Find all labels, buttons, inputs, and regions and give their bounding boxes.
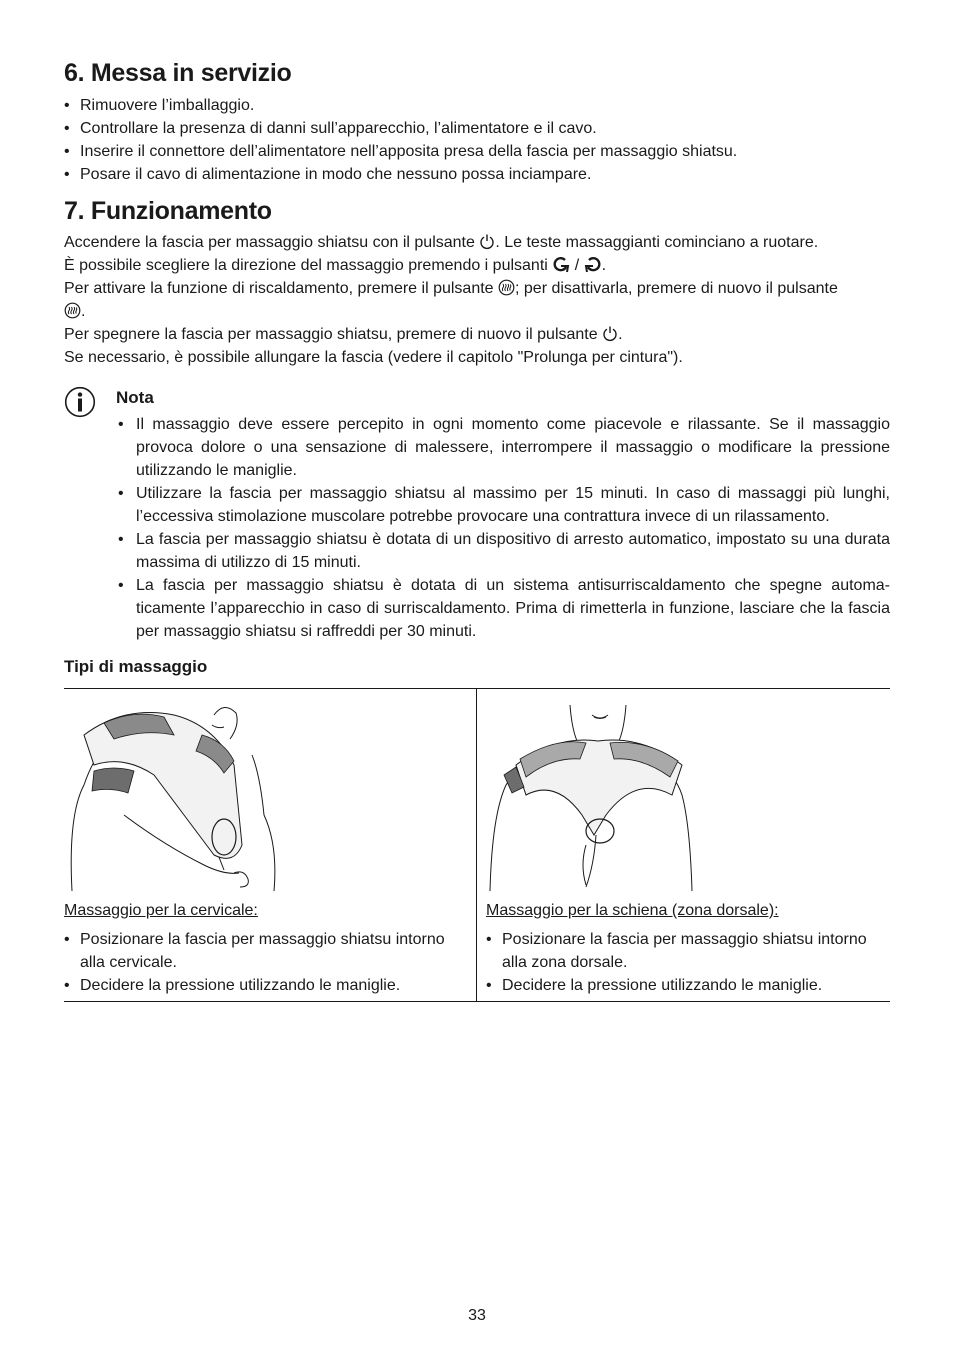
cervical-list [64, 928, 468, 997]
list-item: • Utilizzare la fascia per massaggio shiatsu al massimo per 15 minuti. In caso di massaggi più lunghi, l’eccessiva stimolazione muscolare potrebbe provocare una contrattura invece di un rilassamento. [118, 482, 890, 528]
note-list [118, 413, 890, 643]
column-divider [476, 689, 477, 1001]
list-item: • Rimuovere l’imballaggio. [64, 94, 890, 117]
back-massage-illustration [486, 695, 706, 895]
list-item: • La fascia per massaggio shiatsu è dotata di un dispositivo di arresto automatico, impostato su una durata massima di utilizzo di 15 minuti. [118, 528, 890, 574]
list-item: • Posare il cavo di alimentazione in modo che nessuno possa inciampare. [64, 163, 890, 186]
paragraph [64, 231, 890, 254]
list-item: • Inserire il connettore dell’alimentatore nell’apposita presa della fascia per massaggio shiatsu. [64, 140, 890, 163]
massage-cervical-cell [64, 689, 476, 1001]
list-item: • Posizionare la fascia per massaggio shiatsu intorno alla zona dorsale. [486, 928, 890, 974]
text: . Le teste massaggianti cominciano a ruotare. [495, 234, 819, 251]
list-item: • Decidere la pressione utilizzando le maniglie. [486, 974, 890, 997]
section-7-title: 7. Funzionamento [64, 197, 272, 225]
rotate-right-icon [584, 256, 602, 273]
list-item: • Il massaggio deve essere percepito in ogni momento come piacevole e rilassante. Se il massaggio provoca dolore o una sensazione di malessere, interrompere il massaggio o modificare la pressione utilizzando le maniglie. [118, 413, 890, 482]
text: / [570, 257, 584, 274]
text: Per spegnere la fascia per massaggio shiatsu, premere di nuovo il pulsante [64, 326, 603, 343]
section-6-list [64, 94, 890, 186]
info-icon [64, 386, 96, 418]
list-item: • Decidere la pressione utilizzando le maniglie. [64, 974, 468, 997]
list-item: • La fascia per massaggio shiatsu è dotata di un sistema antisurriscaldamento che spegne automa-ticamente l’apparecchio in caso di surriscaldamento. Prima di rimetterla in funzione, lasciare che la fascia per massaggio shiatsu si raffreddi per 30 minuti. [118, 574, 890, 643]
rotate-left-icon [552, 256, 570, 273]
text: È possibile scegliere la direzione del massaggio premendo i pulsanti [64, 257, 553, 274]
massage-types-title: Tipi di massaggio [64, 657, 208, 676]
note-title: Nota [116, 388, 154, 407]
text: . [618, 326, 623, 343]
back-list [486, 928, 890, 997]
paragraph [64, 323, 890, 346]
section-6-title: 6. Messa in servizio [64, 59, 292, 87]
text: . [601, 257, 607, 274]
paragraph [64, 254, 890, 277]
back-caption: Massaggio per la schiena (zona dorsale): [486, 902, 779, 919]
paragraph: Se necessario, è possibile allungare la fascia (vedere il capitolo "Prolunga per cintura"). [64, 349, 683, 366]
paragraph [64, 277, 890, 323]
text: ; per disattivarla, premere di nuovo il pulsante [515, 280, 838, 297]
cervical-caption: Massaggio per la cervicale: [64, 902, 258, 919]
text: . [81, 303, 86, 320]
power-icon [479, 233, 495, 250]
massage-back-cell [486, 689, 890, 1001]
page-number: 33 [468, 1307, 486, 1324]
text: Per attivare la funzione di riscaldamento, premere il pulsante [64, 280, 498, 297]
massage-types-table [64, 688, 890, 1002]
list-item: • Posizionare la fascia per massaggio shiatsu intorno alla cervicale. [64, 928, 468, 974]
neck-massage-illustration [64, 695, 284, 895]
power-icon [602, 325, 618, 342]
section-7-body [64, 231, 890, 369]
heat-icon [498, 279, 515, 296]
text: Accendere la fascia per massaggio shiatsu con il pulsante [64, 234, 480, 251]
heat-icon [64, 302, 81, 319]
list-item: • Controllare la presenza di danni sull’apparecchio, l’alimentatore e il cavo. [64, 117, 890, 140]
